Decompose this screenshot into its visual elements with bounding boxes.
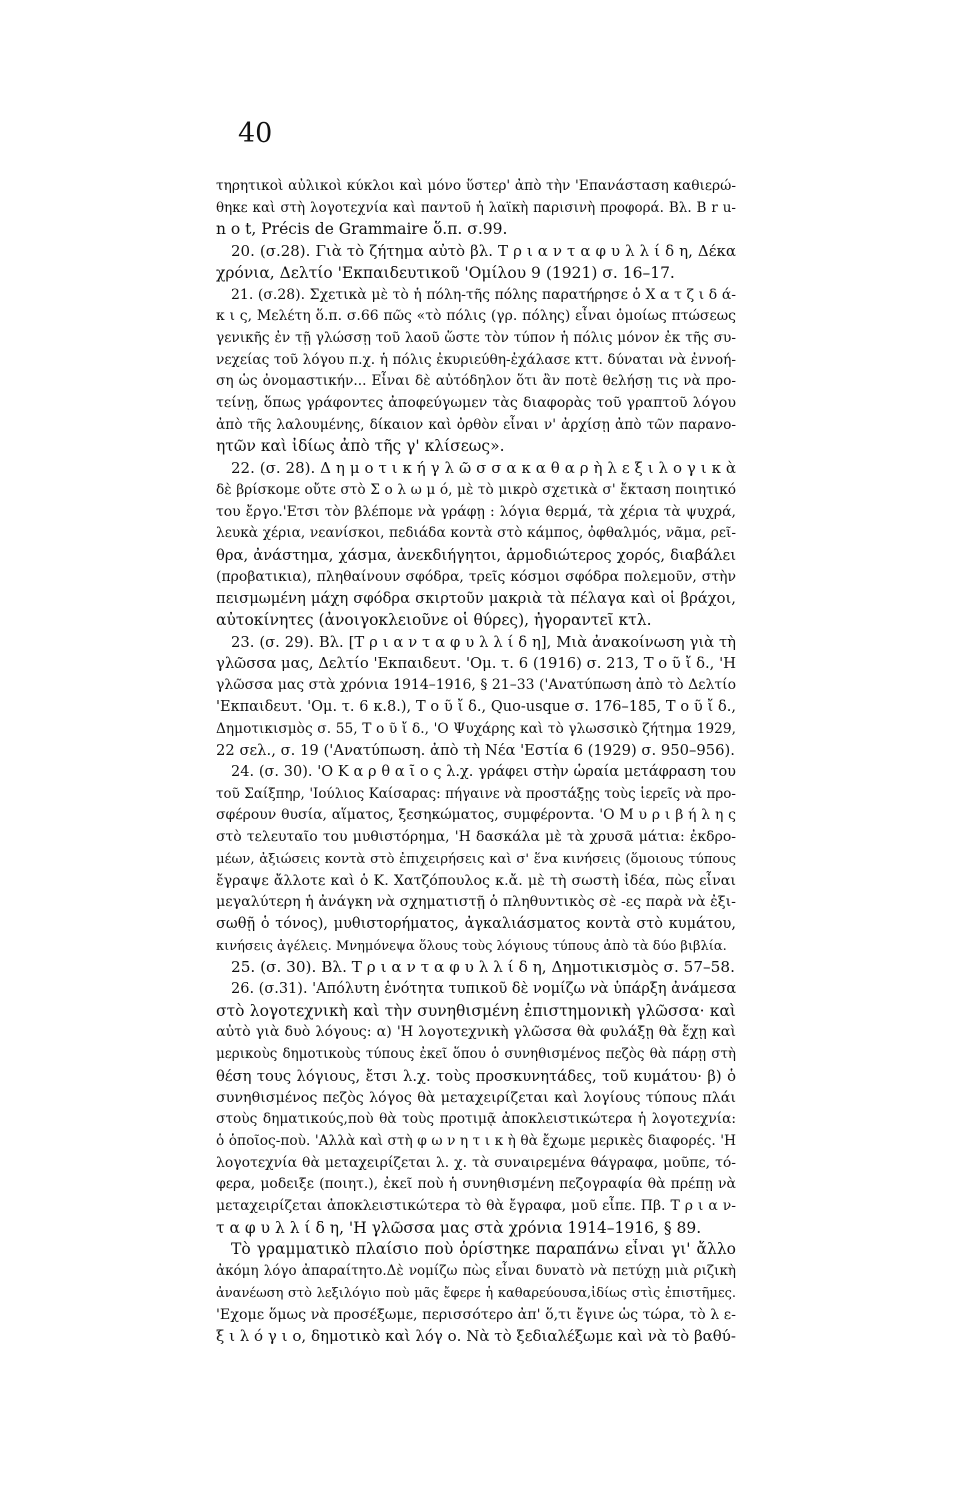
text-line: φερα, μοδειξε (ποιητ.), ἐκεῖ ποὺ ἡ συνηθισμένη πεζογραφία θὰ πρέπῃ νὰ: [216, 1176, 736, 1193]
text-line: n o t, Précis de Grammaire ὅ.π. σ.99.: [216, 220, 508, 239]
text-line: σφέρουν θυσία, αἵματος, ξεσηκώματος, συμφέροντα. 'Ο Μ υ ρ ι β ή λ η ς: [216, 807, 736, 824]
body-text: [216, 176, 736, 1348]
text-line: τηρητικοὶ αὐλικοὶ κύκλοι καὶ μόνο ὕστερ' ἀπὸ τὴν 'Επανάσταση καθιερώ-: [216, 178, 736, 194]
text-line: γενικῆς ἐν τῇ γλώσσῃ τοῦ λαοῦ ὥστε τὸν τύπον ἡ πόλις μόνον ἐκ τῆς συ-: [216, 329, 736, 346]
text-line: μεγαλύτερη ἡ ἀνάγκη νὰ σχηματιστῇ ὁ πληθυντικὸς σὲ -ες παρὰ νὰ ἐξι-: [216, 894, 736, 911]
text-line: πεισμωμένη μάχη σφόδρα σκιρτοῦν μακριὰ τὰ πέλαγα καὶ οἱ βράχοι,: [216, 590, 736, 608]
text-line: κ ι ς, Μελέτη ὅ.π. σ.66 πῶς «τὸ πόλις (γρ. πόλης) εἶναι ὁμοίως πτώσεως: [216, 308, 736, 325]
text-line: ἀπὸ τῆς λαλουμένης, δίκαιον καὶ ὀρθὸν εἶναι ν' ἀρχίσῃ ἀπὸ τῶν παρανο-: [216, 416, 736, 433]
text-line: αὐτοκίνητες (ἀνοιγοκλειοῦνε οἱ θύρες), ἠγοραντεῖ κτλ.: [216, 611, 652, 630]
text-line: κινήσεις ἀγέλεις. Μνημόνεψα ὅλους τοὺς λόγιους τύπους ἀπὸ τὰ δύο βιβλία.: [216, 938, 727, 954]
text-line: τείνῃ, ὅπως γράφοντες ἀποφεύγωμεν τὰς διαφορὰς τοῦ γραπτοῦ λόγου: [216, 395, 736, 412]
text-line: στοὺς δηματικούς,ποὺ θὰ τοὺς προτιμᾷ ἀποκλειστικώτερα ἡ λογοτεχνία:: [216, 1111, 736, 1128]
text-line: 22 σελ., σ. 19 ('Ανατύπωση. ἀπὸ τὴ Νέα 'Εστία 6 (1929) σ. 950–956).: [216, 742, 735, 760]
text-line: του ἔργο.'Ετσι τὸν βλέπομε νὰ γράφῃ : λόγια θερμά, τὰ χέρια τὰ ψυχρά,: [216, 503, 736, 520]
text-line: λογοτεχνία θὰ μεταχειρίζεται λ. χ. τὰ συναιρεμένα θάγραφα, μοῦπε, τό-: [216, 1154, 736, 1171]
text-line: 23. (σ. 29). Βλ. [Τ ρ ι α ν τ α φ υ λ λ ί δ η], Μιὰ ἀνακοίνωση γιὰ τὴ: [231, 633, 736, 651]
text-line: 25. (σ. 30). Βλ. Τ ρ ι α ν τ α φ υ λ λ ί δ η, Δημοτικισμὸς σ. 57–58.: [231, 958, 735, 977]
text-line: Τὸ γραμματικὸ πλαίσιο ποὺ ὁρίστηκε παραπάνω εἶναι γι' ἄλλο: [231, 1240, 736, 1259]
text-line: 'Εχομε ὅμως νὰ προσέξωμε, περισσότερο ἀπ' ὅ,τι ἔγινε ὡς τώρα, τὸ λ ε-: [216, 1306, 736, 1323]
text-line: σωθῇ ὁ τόνος), μυθιστορήματος, ἀγκαλιάσματος κοντὰ στὸ κυμάτου,: [216, 915, 736, 932]
text-line: θέση τους λόγιους, ἔτσι λ.χ. τοὺς προσκυνητάδες, τοῦ κυμάτου· β) ὁ: [216, 1067, 736, 1085]
text-line: ἀνανέωση στὸ λεξιλόγιο ποὺ μᾶς ἔφερε ἡ καθαρεύουσα,ἰδίως στὶς ἐπιστῆμες.: [216, 1285, 736, 1301]
text-line: θρα, ἀνάστημα, χάσμα, ἀνεκδιήγητοι, ἁρμοδιώτερος χορός, διαβάλει: [216, 546, 736, 564]
text-line: 24. (σ. 30). 'Ο Κ α ρ θ α ῖ ο ς λ.χ. γράφει στὴν ὡραία μετάφραση του: [231, 763, 736, 780]
text-line: μερικοὺς δημοτικοὺς τύπους ἐκεῖ ὅπου ὁ συνηθισμένος πεζὸς θὰ πάρῃ στὴ: [216, 1046, 736, 1063]
text-line: γλῶσσα μας στὰ χρόνια 1914–1916, § 21–33 ('Ανατύπωση ἀπὸ τὸ Δελτίο: [216, 677, 736, 694]
text-line: γλῶσσα μας, Δελτίο 'Εκπαιδευτ. 'Ομ. τ. 6 (1916) σ. 213, Τ ο ῦ ἴ δ., 'Η: [216, 655, 736, 673]
text-line: (προβατικια), πληθαίνουν σφόδρα, τρεῖς κόσμοι σφόδρα πολεμοῦν, στὴν: [216, 568, 736, 585]
text-line: μέων, ἀξιώσεις κοντὰ στὸ ἐπιχειρήσεις καὶ σ' ἕνα κινήσεις (ὅμοιους τύπους: [216, 851, 736, 867]
page-number: 40: [238, 118, 273, 149]
text-line: νεχείας τοῦ λόγου π.χ. ἡ πόλις ἐκυριεύθη-ἐχάλασε κττ. δύναται νὰ ἐννοή-: [216, 351, 736, 368]
text-line: ξ ι λ ό γ ι ο, δημοτικὸ καὶ λόγ ο. Νὰ τὸ ξεδιαλέξωμε καὶ νὰ τὸ βαθύ-: [216, 1327, 736, 1346]
text-line: 'Εκπαιδευτ. 'Ομ. τ. 6 κ.8.), Τ ο ῦ ἴ δ., Quo-usque σ. 176–185, Τ ο ῦ ἴ δ.,: [216, 698, 736, 715]
text-line: μεταχειρίζεται ἀποκλειστικώτερα τὸ θὰ ἔγραφα, μοῦ εἶπε. Πβ. Τ ρ ι α ν-: [216, 1198, 736, 1215]
text-line: στὸ τελευταῖο του μυθιστόρημα, 'Η δασκάλα μὲ τὰ χρυσᾶ μάτια: ἐκδρο-: [216, 829, 736, 846]
text-line: στὸ λογοτεχνικὴ καὶ τὴν συνηθισμένη ἐπιστημονικὴ γλῶσσα· καὶ: [216, 1001, 736, 1020]
text-line: ἀκόμη λόγο ἀπαραίτητο.Δὲ νομίζω πὼς εἶναι δυνατὸ νὰ πετύχῃ μιὰ ριζικὴ: [216, 1263, 736, 1280]
text-line: χρόνια, Δελτίο 'Εκπαιδευτικοῦ 'Ομίλου 9 (1921) σ. 16–17.: [216, 263, 675, 282]
text-line: ητῶν καὶ ἰδίως ἀπὸ τῆς γ' κλίσεως».: [216, 437, 505, 456]
text-line: 20. (σ.28). Γιὰ τὸ ζήτημα αὐτὸ βλ. Τ ρ ι α ν τ α φ υ λ λ ί δ η, Δέκα: [231, 242, 736, 261]
text-line: συνηθισμένος πεζὸς λόγος θὰ μεταχειρίζεται καὶ λογίους τύπους πλάι: [216, 1089, 736, 1106]
text-line: τ α φ υ λ λ ί δ η, 'Η γλῶσσα μας στὰ χρόνια 1914–1916, § 89.: [216, 1218, 702, 1237]
text-line: ση ὡς ὀνομαστικήν... Εἶναι δὲ αὐτόδηλον ὅτι ἂν ποτὲ θελήσῃ τις νὰ προ-: [216, 373, 736, 390]
text-line: Δημοτικισμὸς σ. 55, Τ ο ῦ ἴ δ., 'Ο Ψυχάρης καὶ τὸ γλωσσικὸ ζήτημα 1929,: [216, 720, 736, 737]
text-line: θηκε καὶ στὴ λογοτεχνία καὶ παντοῦ ἡ λαϊκὴ παρισινὴ προφορά. Βλ. B r u-: [216, 199, 736, 216]
text-line: τοῦ Σαίξπηρ, 'Ιούλιος Καίσαρας: πήγαινε νὰ προστάξῃς τοὺς ἱερεῖς νὰ προ-: [216, 785, 736, 802]
text-line: ὁ ὁποῖος-ποὺ. 'Αλλὰ καὶ στὴ φ ω ν η τ ι κ ὴ θὰ ἔχωμε μερικὲς διαφορές. 'Η: [216, 1132, 736, 1149]
text-line: 26. (σ.31). 'Απόλυτη ἑνότητα τυπικοῦ δὲ νομίζω νὰ ὑπάρξη ἀνάμεσα: [231, 981, 736, 998]
text-line: λευκὰ χέρια, νεανίσκοι, πεδιάδα κοντὰ στὸ κάμπος, ὀφθαλμός, νᾶμα, ρεῖ-: [216, 525, 736, 542]
text-line: δὲ βρίσκομε οὔτε στὸ Σ ο λ ω μ ό, μὲ τὸ μικρὸ σχετικὰ σ' ἔκταση ποιητικό: [216, 481, 736, 498]
text-line: αὐτὸ γιὰ δυὸ λόγους: α) 'Η λογοτεχνικὴ γλῶσσα θὰ φυλάξῃ θὰ ἔχῃ καὶ: [216, 1024, 736, 1041]
text-line: ἔγραψε ἄλλοτε καὶ ὁ Κ. Χατζόπουλος κ.ἄ. μὲ τὴ σωστὴ ἰδέα, πὼς εἶναι: [216, 872, 736, 889]
text-line: 21. (σ.28). Σχετικὰ μὲ τὸ ἡ πόλη-τῆς πόλης παρατήρησε ὁ Χ α τ ζ ι δ ά-: [231, 286, 736, 303]
text-line: 22. (σ. 28). Δ η μ ο τ ι κ ή γ λ ῶ σ σ α κ α θ α ρ ὴ λ ε ξ ι λ ο γ ι κ ὰ: [231, 459, 736, 478]
